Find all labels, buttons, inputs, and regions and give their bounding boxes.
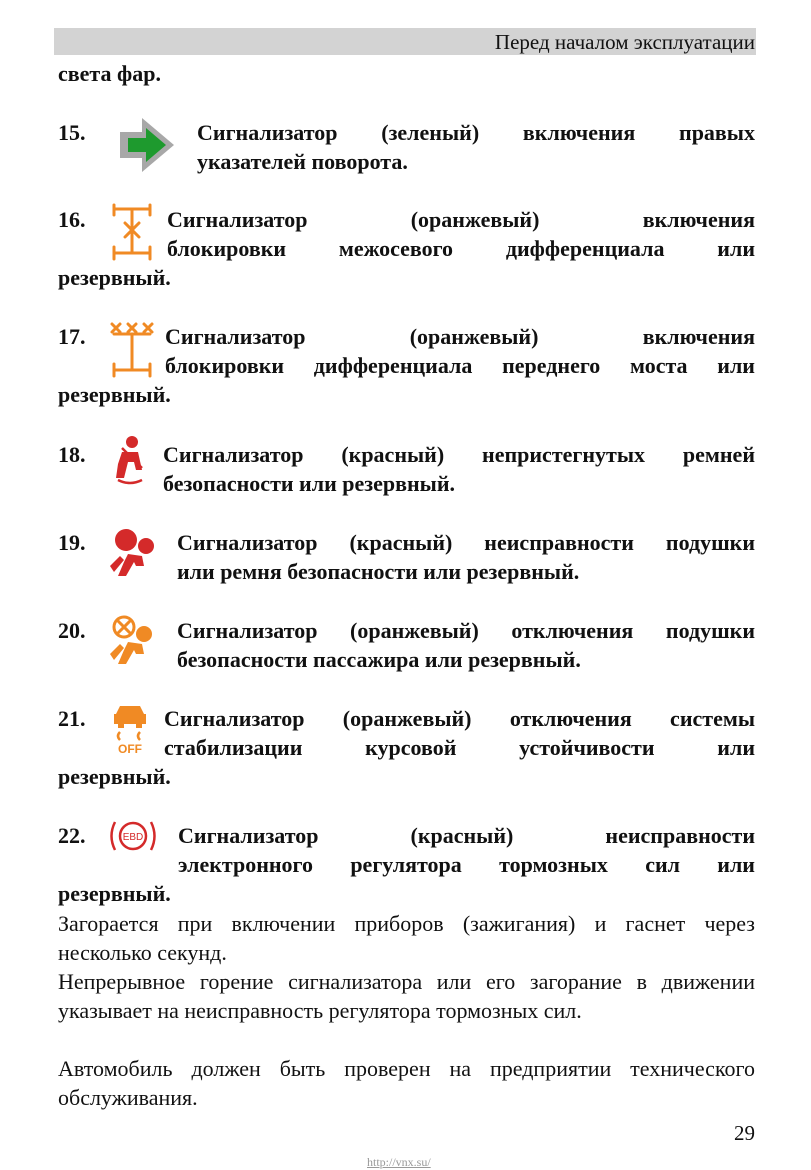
item-17-number: 17. <box>58 324 86 349</box>
item-20-number: 20. <box>58 618 86 643</box>
airbag-icon <box>106 526 160 578</box>
item-18-line-2: безопасности или резервный. <box>163 471 455 496</box>
item-21-continuation: резервный. <box>58 764 171 789</box>
footer-url[interactable]: http://vnx.su/ <box>367 1155 431 1169</box>
center-diff-lock-icon <box>108 203 156 261</box>
green-arrow-icon <box>116 114 178 176</box>
item-20-line-2: безопасности пассажира или резервный. <box>177 647 581 672</box>
item-16-line-1: Сигнализатор (оранжевый) включения <box>167 207 755 232</box>
item-17-line-1: Сигнализатор (оранжевый) включения <box>165 324 755 349</box>
item-16-line-2: блокировки межосевого дифференциала или <box>167 236 755 261</box>
item-17-continuation: резервный. <box>58 382 171 407</box>
item-15-line-2: указателей поворота. <box>197 149 408 174</box>
item-22-continuation: резервный. <box>58 881 171 906</box>
paragraph-3: Автомобиль должен быть проверен на предприятии технического обслуживания. <box>58 1056 755 1110</box>
item-21-line-1: Сигнализатор (оранжевый) отключения системы <box>164 706 755 731</box>
item-15-number: 15. <box>58 120 86 145</box>
item-17-line-2: блокировки дифференциала переднего моста или <box>165 353 755 378</box>
off-label: OFF <box>118 742 142 756</box>
paragraph-2: Непрерывное горение сигнализатора или его загорание в движении указывает на неисправность регулятора тормозных сил. <box>58 969 755 1023</box>
front-axle-diff-lock-icon <box>108 320 156 378</box>
item-19-line-1: Сигнализатор (красный) неисправности подушки <box>177 530 755 555</box>
top-continuation: света фар. <box>58 61 161 86</box>
ebd-label: EBD <box>122 832 144 843</box>
item-15-line-1: Сигнализатор (зеленый) включения правых <box>197 120 755 145</box>
passenger-airbag-off-icon <box>106 614 160 668</box>
item-18-number: 18. <box>58 442 86 467</box>
item-18-line-1: Сигнализатор (красный) непристегнутых ремней <box>163 442 755 467</box>
header-title: Перед началом эксплуатации <box>494 30 755 54</box>
page-number: 29 <box>734 1121 755 1145</box>
item-21-line-2: стабилизации курсовой устойчивости или <box>164 735 755 760</box>
item-16-continuation: резервный. <box>58 265 171 290</box>
seatbelt-icon <box>108 434 152 486</box>
item-19-line-2: или ремня безопасности или резервный. <box>177 559 580 584</box>
paragraph-1: Загорается при включении приборов (зажигания) и гаснет через несколько секунд. <box>58 911 755 965</box>
item-16-number: 16. <box>58 207 86 232</box>
ebd-icon <box>106 816 160 856</box>
header-bar <box>54 28 756 55</box>
item-22-line-2: электронного регулятора тормозных сил или <box>178 852 755 877</box>
item-19-number: 19. <box>58 530 86 555</box>
item-20-line-1: Сигнализатор (оранжевый) отключения подушки <box>177 618 755 643</box>
item-22-line-1: Сигнализатор (красный) неисправности <box>178 823 755 848</box>
item-22-number: 22. <box>58 823 86 848</box>
item-21-number: 21. <box>58 706 86 731</box>
stability-off-icon <box>108 702 154 756</box>
